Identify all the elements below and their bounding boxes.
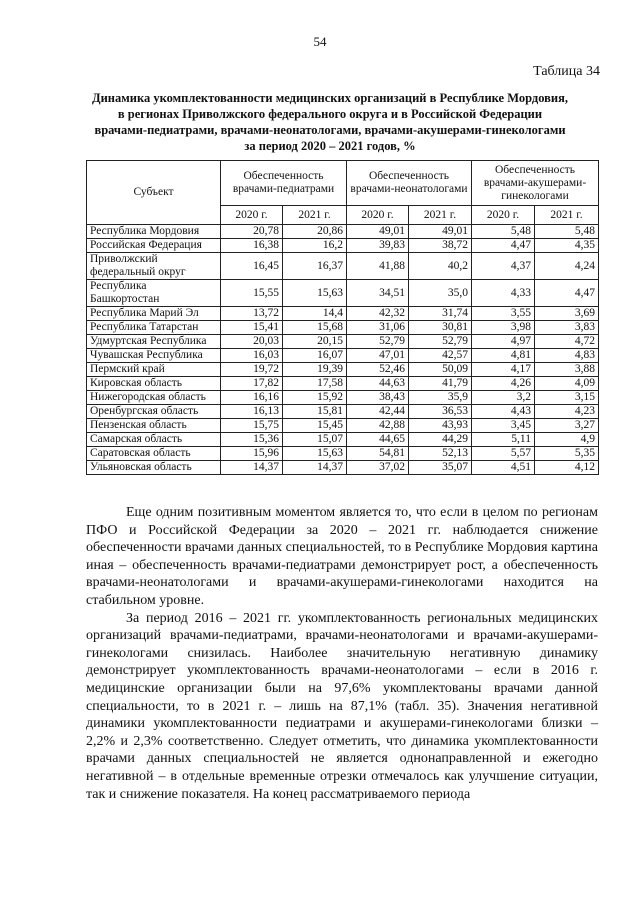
value-cell: 34,51: [347, 280, 409, 307]
value-cell: 38,43: [347, 391, 409, 405]
table-body: [87, 225, 599, 475]
subject-cell: Кировская область: [87, 377, 221, 391]
value-cell: 5,57: [472, 447, 535, 461]
value-cell: 3,45: [472, 419, 535, 433]
value-cell: 31,06: [347, 321, 409, 335]
value-cell: 3,2: [472, 391, 535, 405]
subject-cell: Оренбургская область: [87, 405, 221, 419]
value-cell: 4,09: [535, 377, 599, 391]
value-cell: 52,79: [409, 335, 472, 349]
value-cell: 4,24: [535, 253, 599, 280]
value-cell: 30,81: [409, 321, 472, 335]
subject-cell: Саратовская область: [87, 447, 221, 461]
value-cell: 49,01: [409, 225, 472, 239]
value-cell: 3,27: [535, 419, 599, 433]
table-row: [87, 433, 599, 447]
year-header: 2021 г.: [535, 206, 599, 225]
value-cell: 5,48: [472, 225, 535, 239]
subject-cell: Чувашская Республика: [87, 349, 221, 363]
value-cell: 15,63: [283, 447, 347, 461]
value-cell: 4,37: [472, 253, 535, 280]
value-cell: 16,16: [221, 391, 283, 405]
table-title: [60, 90, 600, 154]
value-cell: 38,72: [409, 239, 472, 253]
value-cell: 14,37: [221, 461, 283, 475]
value-cell: 17,58: [283, 377, 347, 391]
title-line: в регионах Приволжского федерального округа и в Российской Федерации: [117, 107, 543, 121]
value-cell: 15,63: [283, 280, 347, 307]
title-line: Динамика укомплектованности медицинских организаций в Республике Мордовия,: [92, 91, 568, 105]
value-cell: 4,9: [535, 433, 599, 447]
value-cell: 44,29: [409, 433, 472, 447]
table-row: [87, 391, 599, 405]
group-header-obstetricians: Обеспеченность врачами-акушерами-гинекологами: [472, 161, 599, 206]
value-cell: 4,81: [472, 349, 535, 363]
subject-cell: Пермский край: [87, 363, 221, 377]
subject-cell: Нижегородская область: [87, 391, 221, 405]
subject-cell: Республика Марий Эл: [87, 307, 221, 321]
value-cell: 31,74: [409, 307, 472, 321]
value-cell: 44,65: [347, 433, 409, 447]
value-cell: 4,47: [535, 280, 599, 307]
value-cell: 16,37: [283, 253, 347, 280]
value-cell: 4,72: [535, 335, 599, 349]
year-header: 2020 г.: [472, 206, 535, 225]
value-cell: 20,86: [283, 225, 347, 239]
value-cell: 15,68: [283, 321, 347, 335]
year-header: 2020 г.: [347, 206, 409, 225]
value-cell: 15,55: [221, 280, 283, 307]
value-cell: 4,12: [535, 461, 599, 475]
page-number: 54: [313, 34, 327, 49]
value-cell: 3,15: [535, 391, 599, 405]
table-row: [87, 447, 599, 461]
subject-cell: Пензенская область: [87, 419, 221, 433]
value-cell: 4,51: [472, 461, 535, 475]
value-cell: 36,53: [409, 405, 472, 419]
table-row: [87, 225, 599, 239]
value-cell: 16,07: [283, 349, 347, 363]
subject-cell: Российская Федерация: [87, 239, 221, 253]
value-cell: 16,2: [283, 239, 347, 253]
value-cell: 17,82: [221, 377, 283, 391]
value-cell: 15,07: [283, 433, 347, 447]
value-cell: 42,88: [347, 419, 409, 433]
value-cell: 4,23: [535, 405, 599, 419]
value-cell: 44,63: [347, 377, 409, 391]
value-cell: 20,15: [283, 335, 347, 349]
table-row: [87, 419, 599, 433]
value-cell: 15,45: [283, 419, 347, 433]
value-cell: 42,32: [347, 307, 409, 321]
value-cell: 3,55: [472, 307, 535, 321]
value-cell: 5,48: [535, 225, 599, 239]
subject-cell: Республика Татарстан: [87, 321, 221, 335]
table-row: [87, 377, 599, 391]
value-cell: 3,83: [535, 321, 599, 335]
value-cell: 47,01: [347, 349, 409, 363]
value-cell: 16,03: [221, 349, 283, 363]
value-cell: 49,01: [347, 225, 409, 239]
value-cell: 3,98: [472, 321, 535, 335]
value-cell: 41,79: [409, 377, 472, 391]
table-row: [87, 405, 599, 419]
table-row: [87, 461, 599, 475]
value-cell: 16,13: [221, 405, 283, 419]
value-cell: 41,88: [347, 253, 409, 280]
value-cell: 37,02: [347, 461, 409, 475]
title-line: за период 2020 – 2021 годов, %: [244, 139, 416, 153]
value-cell: 15,96: [221, 447, 283, 461]
value-cell: 15,92: [283, 391, 347, 405]
value-cell: 4,26: [472, 377, 535, 391]
value-cell: 15,75: [221, 419, 283, 433]
value-cell: 3,88: [535, 363, 599, 377]
group-header-neonatologists: Обеспеченность врачами-неонатологами: [347, 161, 472, 206]
value-cell: 35,0: [409, 280, 472, 307]
value-cell: 4,17: [472, 363, 535, 377]
table-row: [87, 349, 599, 363]
value-cell: 16,38: [221, 239, 283, 253]
value-cell: 40,2: [409, 253, 472, 280]
table-row: [87, 363, 599, 377]
value-cell: 3,69: [535, 307, 599, 321]
value-cell: 50,09: [409, 363, 472, 377]
subject-header: Субъект: [87, 161, 221, 225]
group-header-pediatricians: Обеспеченность врачами-педиатрами: [221, 161, 347, 206]
value-cell: 4,43: [472, 405, 535, 419]
value-cell: 43,93: [409, 419, 472, 433]
value-cell: 19,72: [221, 363, 283, 377]
value-cell: 4,35: [535, 239, 599, 253]
table-row: [87, 239, 599, 253]
title-line: врачами-педиатрами, врачами-неонатологами, врачами-акушерами-гинекологами: [94, 123, 566, 137]
table-header-row: [87, 161, 599, 206]
value-cell: 15,41: [221, 321, 283, 335]
subject-cell: Ульяновская область: [87, 461, 221, 475]
table-row: [87, 321, 599, 335]
value-cell: 15,36: [221, 433, 283, 447]
subject-cell: Приволжский федеральный округ: [87, 253, 221, 280]
subject-cell: Республика Башкортостан: [87, 280, 221, 307]
year-header: 2020 г.: [221, 206, 283, 225]
value-cell: 15,81: [283, 405, 347, 419]
value-cell: 52,13: [409, 447, 472, 461]
value-cell: 14,4: [283, 307, 347, 321]
paragraph: Еще одним позитивным моментом является то, что если в целом по регионам ПФО и Российской Федерации за 2020 – 2021 гг. наблюдается снижение обеспеченности врачами данных специальностей, то в Республике Мордовия картина иная – обеспеченность врачами-педиатрами демонстрирует рост, а обеспеченность врачами-неонатологами и врачами-акушерами-гинекологами находится на стабильном уровне.: [86, 505, 598, 608]
value-cell: 19,39: [283, 363, 347, 377]
value-cell: 39,83: [347, 239, 409, 253]
paragraph: За период 2016 – 2021 гг. укомплектованность региональных медицинских организаций врачами-педиатрами, врачами-неонатологами и врачами-акушерами-гинекологами снизилась. Наиболее значительную негативную динамику демонстрирует укомплектованность врачами-неонатологами – если в 2016 г. медицинские организации были на 97,6% укомплектованы врачами данной специальности, то в 2021 г. – лишь на 87,1% (табл. 35). Значения негативной динамики укомплектованности педиатрами и акушерами-гинекологами близки – 2,2% и 2,3% соответственно. Следует отметить, что динамика укомплектованности врачами данных специальностей не является однонаправленной и ежегодно негативной – в отдельные временные отрезки отмечалось как улучшение ситуации, так и снижение показателя. На конец рассматриваемого периода: [86, 610, 598, 802]
table-row: [87, 307, 599, 321]
body-text: [86, 504, 598, 803]
value-cell: 4,33: [472, 280, 535, 307]
subject-cell: Республика Мордовия: [87, 225, 221, 239]
value-cell: 4,47: [472, 239, 535, 253]
value-cell: 16,45: [221, 253, 283, 280]
value-cell: 14,37: [283, 461, 347, 475]
value-cell: 5,35: [535, 447, 599, 461]
value-cell: 42,44: [347, 405, 409, 419]
data-table: [86, 160, 599, 475]
value-cell: 52,79: [347, 335, 409, 349]
year-header: 2021 г.: [409, 206, 472, 225]
value-cell: 5,11: [472, 433, 535, 447]
value-cell: 42,57: [409, 349, 472, 363]
value-cell: 35,9: [409, 391, 472, 405]
value-cell: 52,46: [347, 363, 409, 377]
year-header: 2021 г.: [283, 206, 347, 225]
value-cell: 35,07: [409, 461, 472, 475]
subject-cell: Удмуртская Республика: [87, 335, 221, 349]
table-label: Таблица 34: [533, 64, 600, 79]
table-row: [87, 335, 599, 349]
value-cell: 13,72: [221, 307, 283, 321]
value-cell: 20,78: [221, 225, 283, 239]
value-cell: 4,83: [535, 349, 599, 363]
value-cell: 54,81: [347, 447, 409, 461]
table-row: [87, 253, 599, 280]
subject-cell: Самарская область: [87, 433, 221, 447]
value-cell: 4,97: [472, 335, 535, 349]
value-cell: 20,03: [221, 335, 283, 349]
table-row: [87, 280, 599, 307]
